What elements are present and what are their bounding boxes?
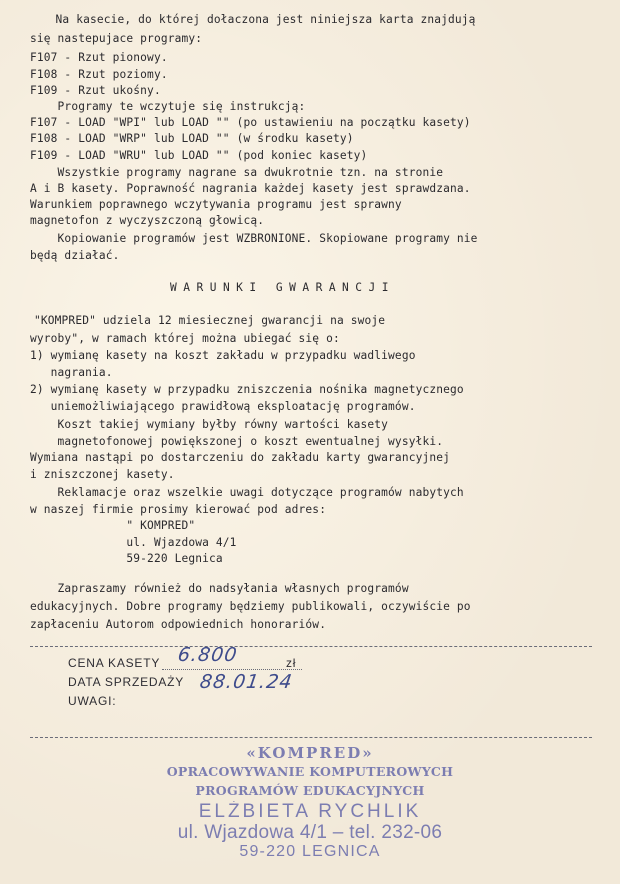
stamp-city: 59-220 LEGNICA: [239, 843, 381, 860]
text-line: A i B kasety. Poprawność nagrania każdej kasety jest sprawdzana.: [30, 182, 471, 195]
text-line: F109 - Rzut ukośny.: [30, 84, 161, 97]
text-line: F108 - LOAD "WRP" lub LOAD "" (w środku kasety): [30, 132, 354, 145]
warranty-heading: WARUNKI GWARANCJI: [170, 281, 396, 294]
text-line: i zniszczonej kasety.: [30, 468, 175, 481]
text-line: "KOMPRED" udziela 12 miesiecznej gwarancji na swoje: [34, 314, 386, 327]
divider: [30, 646, 592, 647]
address-street: ul. Wjazdowa 4/1: [30, 536, 237, 549]
notes-label: UWAGI:: [68, 694, 117, 708]
address-city: 59-220 Legnica: [30, 552, 223, 565]
text-line: wyroby", w ramach której można ubiegać się o:: [30, 332, 340, 345]
text-line: Reklamacje oraz wszelkie uwagi dotyczące programów nabytych: [30, 486, 464, 499]
text-line: w naszej firmie prosimy kierować pod adres:: [30, 503, 327, 516]
text-line: 2) wymianę kasety w przypadku zniszczenia nośnika magnetycznego: [30, 383, 464, 396]
text-line: będą działać.: [30, 249, 120, 262]
date-value: 88.01.24: [198, 671, 295, 693]
text-line: magnetofon z wyczyszczoną głowicą.: [30, 214, 265, 227]
text-line: magnetofonowej powiększonej o koszt ewentualnej wysyłki.: [30, 435, 444, 448]
stamp-owner: ELŻBIETA RYCHLIK: [198, 801, 422, 822]
text-line: F108 - Rzut poziomy.: [30, 68, 168, 81]
text-line: Warunkiem poprawnego wczytywania programu jest sprawny: [30, 198, 402, 211]
text-line: Wymiana nastąpi po dostarczeniu do zakładu karty gwarancyjnej: [30, 451, 451, 464]
stamp-company-name: «KOMPRED»: [246, 744, 374, 762]
divider: [30, 737, 592, 738]
text-line: Programy te wczytuje się instrukcją:: [30, 100, 306, 113]
text-line: uniemożliwiającego prawidłową eksploatację programów.: [30, 400, 416, 413]
text-line: F107 - Rzut pionowy.: [30, 51, 168, 64]
price-value: 6.800: [176, 644, 239, 666]
text-line: zapłaceniu Autorom odpowiednich honorariów.: [30, 618, 327, 631]
text-line: Wszystkie programy nagrane sa dwukrotnie tzn. na stronie: [30, 166, 444, 179]
text-line: Na kasecie, do której dołaczona jest niniejsza karta znajdują: [28, 13, 476, 26]
text-line: F109 - LOAD "WRU" lub LOAD "" (pod koniec kasety): [30, 149, 368, 162]
address-name: " KOMPRED": [30, 519, 196, 532]
text-line: F107 - LOAD "WPI" lub LOAD "" (po ustawieniu na początku kasety): [30, 116, 471, 129]
text-line: Kopiowanie programów jest WZBRONIONE. Skopiowane programy nie: [30, 232, 478, 245]
date-label: DATA SPRZEDAŻY: [68, 675, 185, 689]
stamp-address: ul. Wjazdowa 4/1 – tel. 232-06: [177, 822, 443, 843]
text-line: nagrania.: [30, 366, 113, 379]
price-field-line: [162, 669, 302, 670]
text-line: 1) wymianę kasety na koszt zakładu w przypadku wadliwego: [30, 349, 416, 362]
stamp-line: PROGRAMÓW EDUKACYJNYCH: [195, 783, 425, 798]
price-label: CENA KASETY: [68, 656, 161, 670]
text-line: się nastepujace programy:: [30, 32, 203, 45]
price-unit: zł: [286, 656, 297, 670]
stamp-line: OPRACOWYWANIE KOMPUTEROWYCH: [166, 764, 454, 779]
text-line: edukacyjnych. Dobre programy będziemy publikowali, oczywiście po: [30, 600, 471, 613]
text-line: Koszt takiej wymiany byłby równy wartości kasety: [30, 418, 389, 431]
text-line: Zapraszamy również do nadsyłania własnych programów: [30, 582, 409, 595]
